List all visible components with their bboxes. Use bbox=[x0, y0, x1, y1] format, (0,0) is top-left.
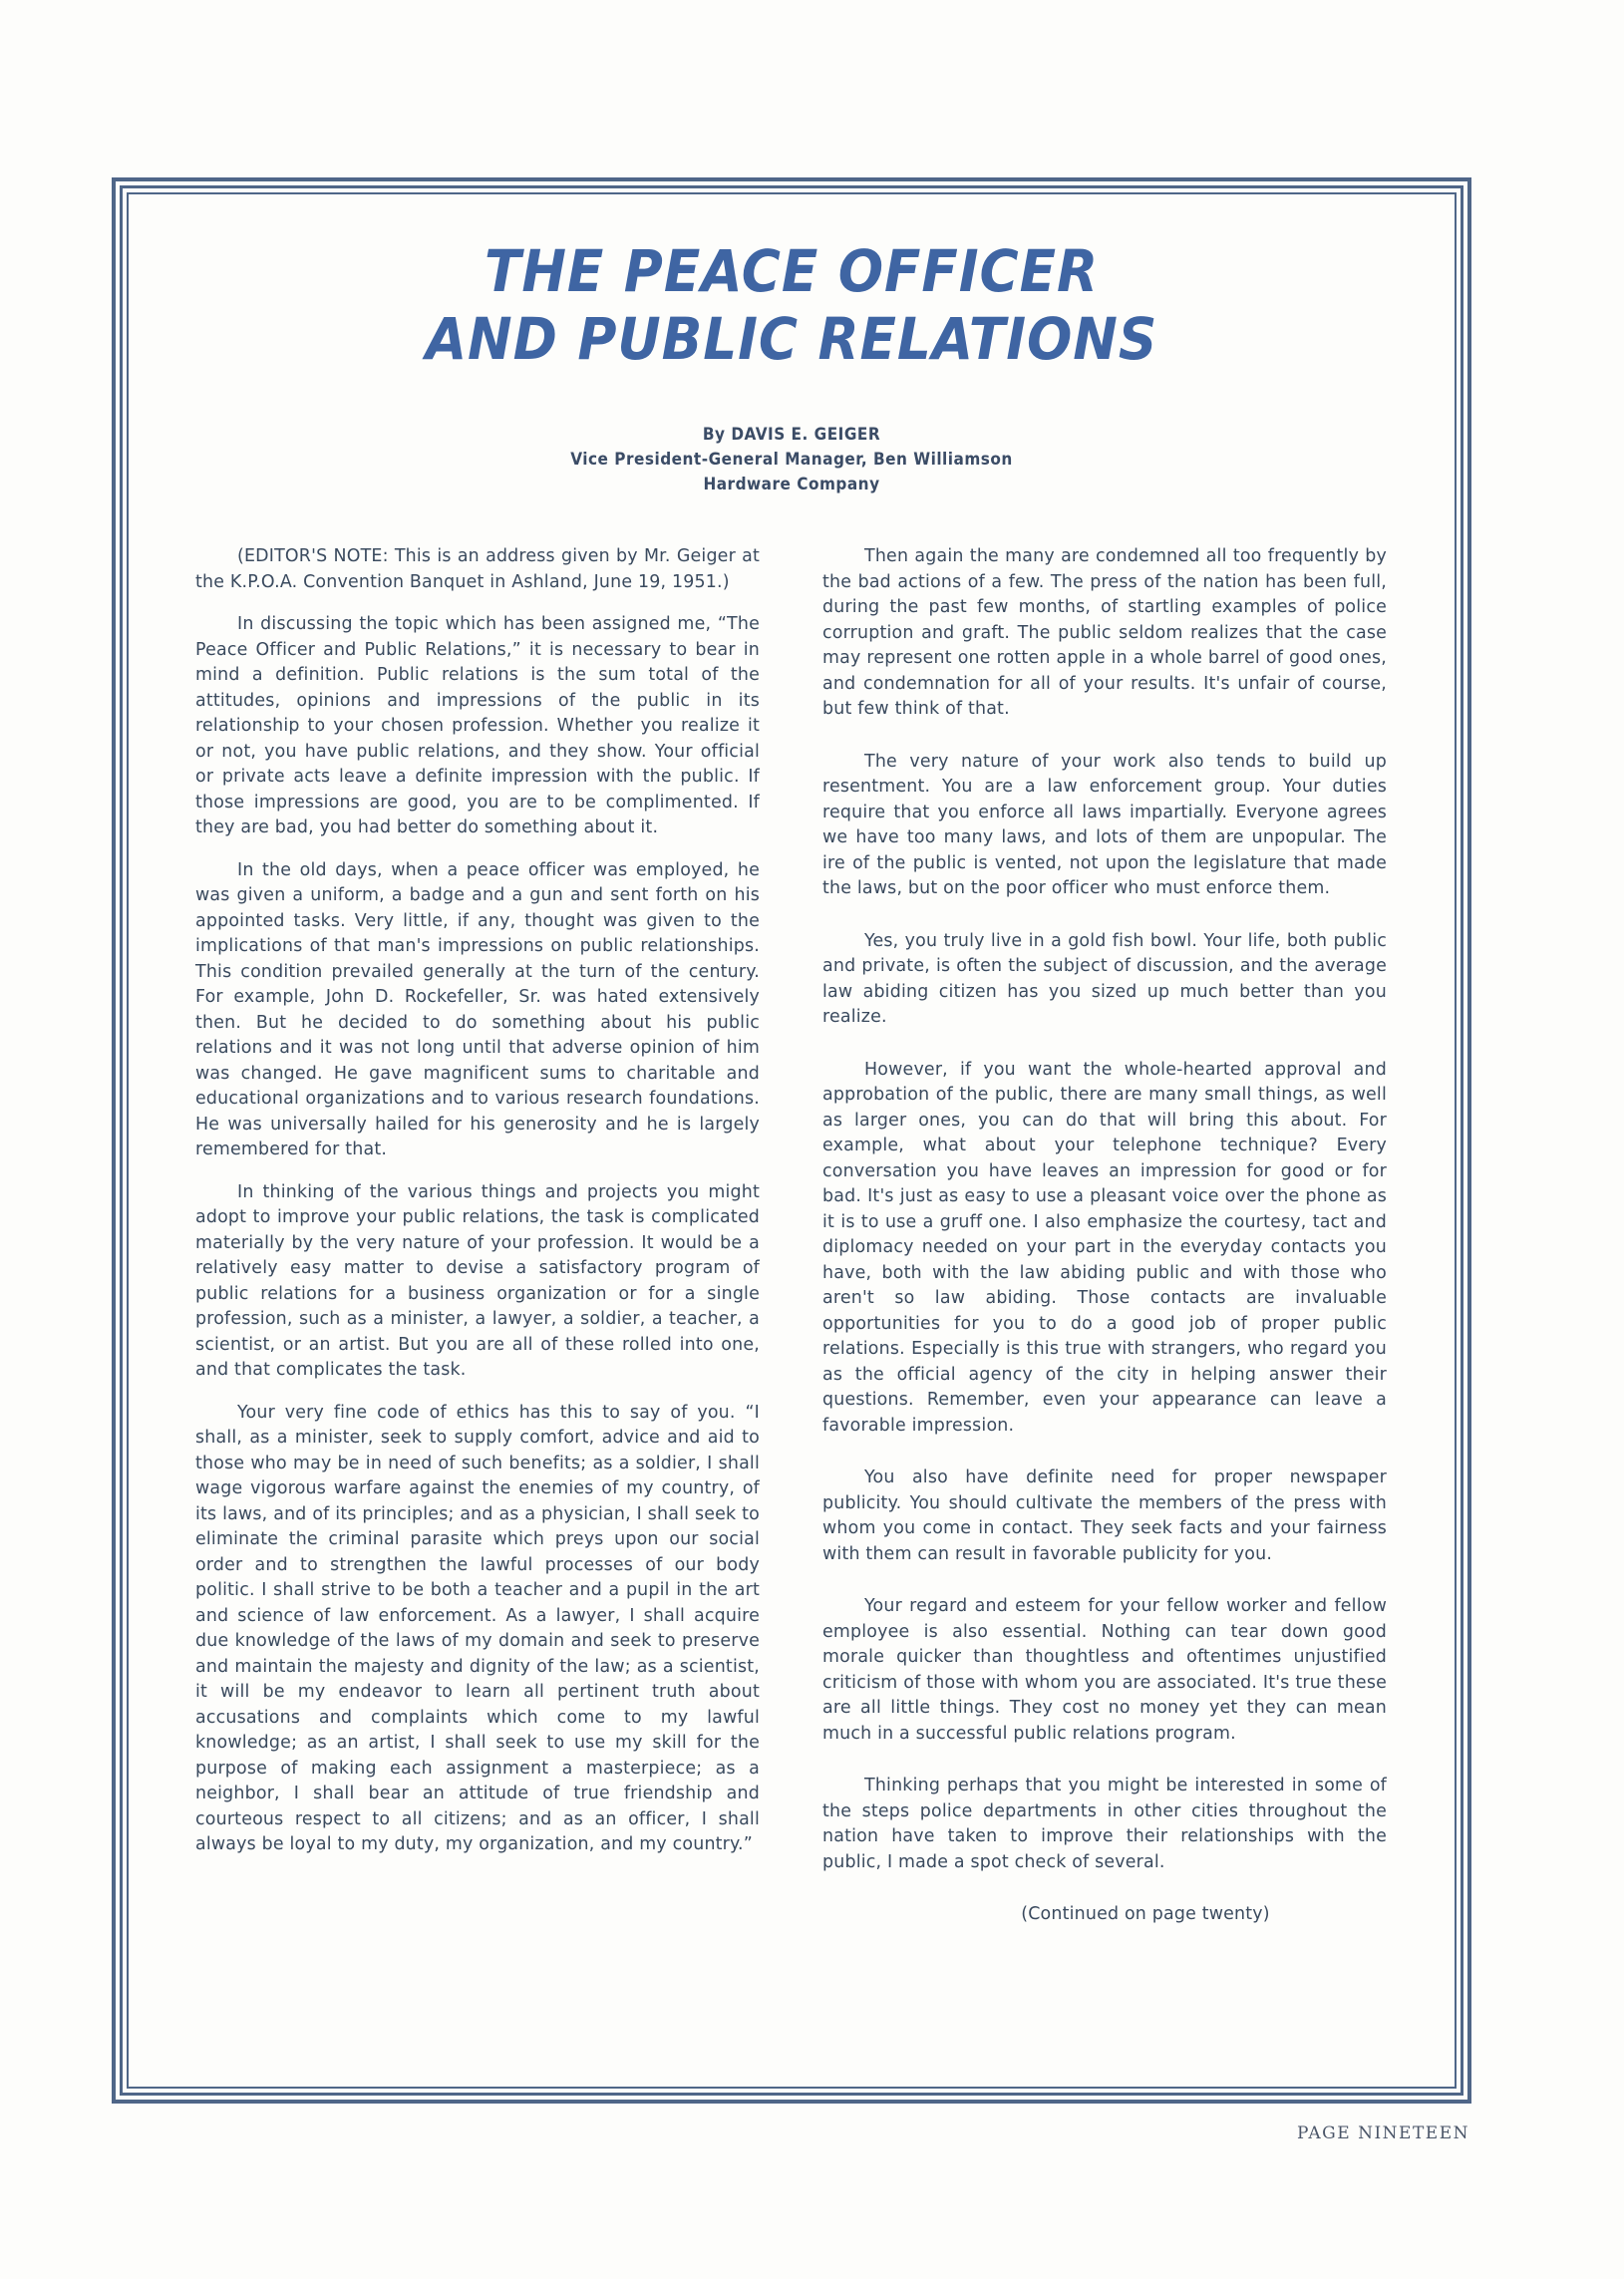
paragraph: Then again the many are condemned all too frequently by the bad actions of a few. The press of the nation has been full, during the past few months, of startling examples of police corruption and graft. The public seldom realizes that the case may represent one rotten apple in a whole barrel of good ones, and condemnation for all of your results. It's unfair of course, but few think of that. bbox=[822, 546, 1387, 719]
right-column bbox=[822, 544, 1387, 1955]
paragraph: Your regard and esteem for your fellow worker and fellow employee is also essential. Nothing can tear down good morale quicker than thoughtless and oftentimes unjustified criticism of those with whom you are associated. It's true these are all little things. They cost no money yet they can mean much in a successful public relations program. bbox=[822, 1596, 1387, 1744]
author-title-line-2: Hardware Company bbox=[703, 475, 880, 494]
paragraph: In discussing the topic which has been assigned me, “The Peace Officer and Public Relations,” it is necessary to bear in mind a definition. Public relations is the sum total of the attitudes, opinions and impressions of the public in its relationship to your chosen profession. Whether you realize it or not, you have public relations, and they show. Your official or private acts leave a definite impression with the public. If those impressions are good, you are to be complimented. If they are bad, you had better do something about it. bbox=[195, 614, 760, 837]
paragraph: Yes, you truly live in a gold fish bowl. Your life, both public and private, is often the subject of discussion, and the average law abiding citizen has you sized up much better than you realize. bbox=[822, 930, 1387, 1027]
author-title-line-1: Vice President-General Manager, Ben Williamson bbox=[570, 450, 1013, 470]
continued-note: (Continued on page twenty) bbox=[1021, 1904, 1270, 1924]
title-line-1: THE PEACE OFFICER bbox=[485, 237, 1099, 305]
paragraph: Thinking perhaps that you might be interested in some of the steps police departments in other cities throughout the nation have taken to improve their relationships with the public, I made a spot check of several. bbox=[822, 1776, 1387, 1872]
article-title bbox=[179, 237, 1403, 373]
title-line-2: AND PUBLIC RELATIONS bbox=[425, 305, 1158, 373]
left-column bbox=[195, 544, 760, 1875]
paragraph: However, if you want the whole-hearted approval and approbation of the public, there are many small things, as well as larger ones, you can do that will bring this about. For example, what about your telephone technique? Every conversation you have leaves an impression for good or for bad. It's just as easy to use a pleasant voice over the phone as it is to use a gruff one. I also emphasize the courtesy, tact and diplomacy needed on your part in the everyday contacts you have, both with the law abiding public and with those who aren't so law abiding. Those contacts are invaluable opportunities for you to do a good job of proper public relations. Especially is this true with strangers, who regard you as the official agency of the city in helping answer their questions. Remember, even your appearance can leave a favorable impression. bbox=[822, 1059, 1387, 1436]
byline-block bbox=[127, 423, 1457, 497]
paragraph: Your very fine code of ethics has this to say of you. “I shall, as a minister, seek to supply comfort, advice and aid to those who may be in need of such benefits; as a soldier, I shall wage vigorous warfare against the enemies of my country, of its laws, and of its principles; and as a physician, I shall seek to eliminate the criminal parasite which preys upon our social order and to strengthen the lawful processes of our body politic. I shall strive to be both a teacher and a pupil in the art and science of law enforcement. As a lawyer, I shall acquire due knowledge of the laws of my domain and seek to preserve and maintain the majesty and dignity of the law; as a scientist, it will be my endeavor to learn all pertinent truth about accusations and complaints which come to my lawful knowledge; as an artist, I shall seek to use my skill for the purpose of making each assignment a masterpiece; as a neighbor, I shall bear an attitude of true friendship and courteous respect to all citizens; and as an officer, I shall always be loyal to my duty, my organization, and my country.” bbox=[195, 1402, 760, 1854]
paragraph: In thinking of the various things and projects you might adopt to improve your public relations, the task is complicated materially by the very nature of your profession. It would be a relatively easy matter to devise a satisfactory program of public relations for a business organization or for a single profession, such as a minister, a lawyer, a soldier, a teacher, a scientist, or an artist. But you are all of these rolled into one, and that complicates the task. bbox=[195, 1181, 760, 1380]
paragraph: You also have definite need for proper newspaper publicity. You should cultivate the members of the press with whom you come in contact. They seek facts and your fairness with them can result in favorable publicity for you. bbox=[822, 1467, 1387, 1564]
author-byline: By DAVIS E. GEIGER bbox=[702, 425, 881, 445]
paragraph: In the old days, when a peace officer was employed, he was given a uniform, a badge and a gun and sent forth on his appointed tasks. Very little, if any, thought was given to the implications of that man's impressions on public relationships. This condition prevailed generally at the turn of the century. For example, John D. Rockefeller, Sr. was hated extensively then. But he decided to do something about his public relations and it was not long until that adverse opinion of him was changed. He gave magnificent sums to charitable and educational organizations and to various research foundations. He was universally hailed for his generosity and he is largely remembered for that. bbox=[195, 859, 760, 1159]
editors-note: (EDITOR'S NOTE: This is an address given by Mr. Geiger at the K.P.O.A. Convention Banquet in Ashland, June 19, 1951.) bbox=[195, 546, 760, 592]
paragraph: The very nature of your work also tends to build up resentment. You are a law enforcement group. Your duties require that you enforce all laws impartially. Everyone agrees we have too many laws, and lots of them are unpopular. The ire of the public is vented, not upon the legislature that made the laws, but on the poor officer who must enforce them. bbox=[822, 751, 1387, 898]
page-number-footer: PAGE NINETEEN bbox=[1297, 2123, 1469, 2143]
